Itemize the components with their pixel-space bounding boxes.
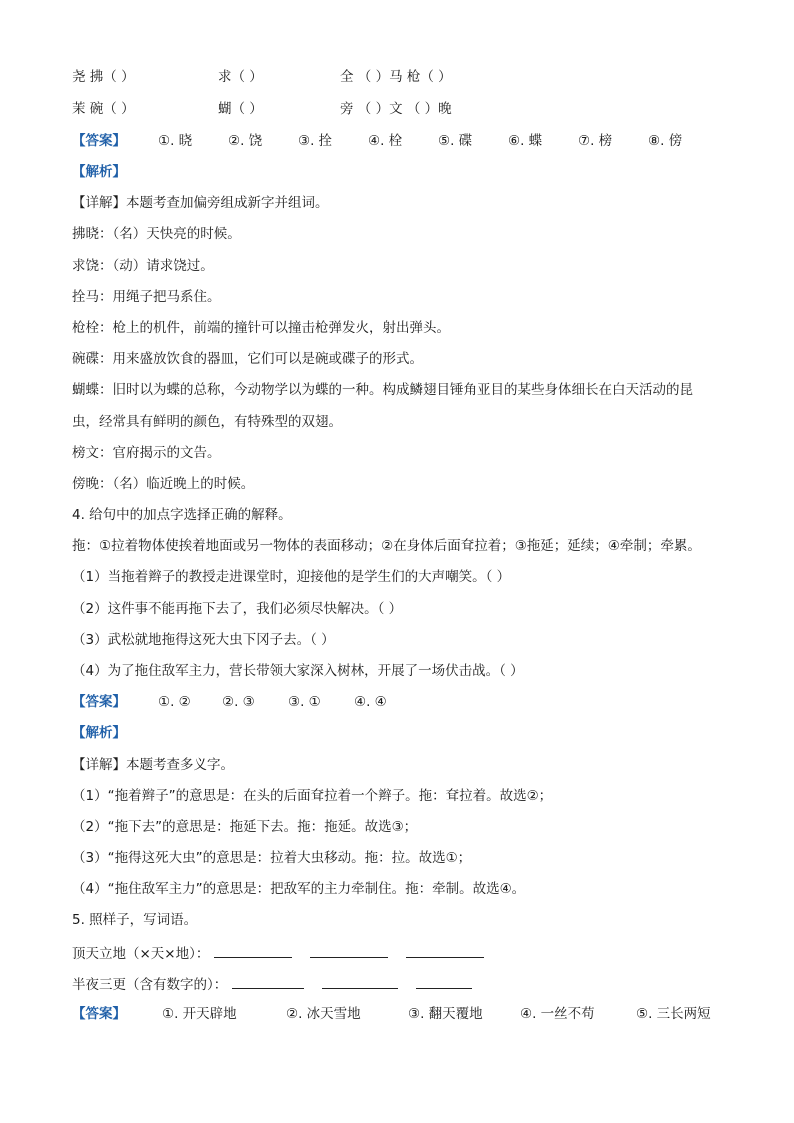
q4-detail: 【详解】本题考查多义字。 xyxy=(72,757,234,773)
q5-answer-4: ④. 一丝不苟 xyxy=(520,1006,595,1022)
q4-definition: 拖：①拉着物体使挨着地面或另一物体的表面移动；②在身体后面耷拉着；③拖延；延续；④牵制；牵累。 xyxy=(72,538,701,554)
q3-row2-part1: 茉 碗（ ） xyxy=(72,101,135,117)
q5-blank-3 xyxy=(406,943,484,958)
q3-line-4: 枪栓：枪上的机件，前端的撞针可以撞击枪弹发火，射出弹头。 xyxy=(72,320,450,336)
q5-answer-3: ③. 翻天覆地 xyxy=(408,1006,483,1022)
q3-line-6: 蝴蝶：旧时以为蝶的总称，今动物学以为蝶的一种。构成鳞翅目锤角亚目的某些身体细长在白天活动的昆 xyxy=(72,382,693,398)
q5-blank-5 xyxy=(322,974,398,989)
q3-analysis-label: 【解析】 xyxy=(72,164,126,180)
q3-row2-part2: 蝴（ ） xyxy=(218,101,263,117)
q5-line-2 xyxy=(72,974,472,994)
q4-title: 4. 给句中的加点字选择正确的解释。 xyxy=(72,507,292,523)
q3-answer-2: ②. 饶 xyxy=(228,133,263,149)
q5-title: 5. 照样子，写词语。 xyxy=(72,912,198,928)
q5-line-1 xyxy=(72,943,484,963)
q3-answer-1: ①. 晓 xyxy=(158,133,193,149)
answer-label: 【答案】 xyxy=(72,133,126,149)
q4-item-3: （3）武松就地拖得这死大虫下冈子去。（ ） xyxy=(72,632,335,648)
q3-row1-part2: 求（ ） xyxy=(218,69,263,85)
q3-answer-4: ④. 栓 xyxy=(368,133,403,149)
q3-line-7: 虫，经常具有鲜明的颜色，有特殊型的双翅。 xyxy=(72,414,342,430)
q4-item-4: （4）为了拖住敌军主力，营长带领大家深入树林，开展了一场伏击战。（ ） xyxy=(72,663,524,679)
q3-answer-6: ⑥. 蝶 xyxy=(508,133,543,149)
q3-answer-5: ⑤. 碟 xyxy=(438,133,473,149)
answer-label: 【答案】 xyxy=(72,694,126,710)
q5-line2-label: 半夜三更（含有数字的）： xyxy=(72,977,228,993)
q3-answer-row xyxy=(72,132,683,150)
q5-answer-row xyxy=(72,1005,711,1023)
q4-item-2: （2）这件事不能再拖下去了，我们必须尽快解决。（ ） xyxy=(72,601,403,617)
q4-answer-4: ④. ④ xyxy=(354,694,387,710)
q3-row1-part3: 全 （ ）马 枪（ ） xyxy=(340,69,452,85)
q5-blank-4 xyxy=(232,974,304,989)
q4-line-2: （2）“拖下去”的意思是：拖延下去。拖：拖延。故选③； xyxy=(72,819,418,835)
q5-answer-1: ①. 开天辟地 xyxy=(162,1006,237,1022)
q3-row2-part3: 旁 （ ）文 （ ）晚 xyxy=(340,101,452,117)
q3-line-1: 拂晓：（名）天快亮的时候。 xyxy=(72,226,241,242)
q3-row1-part1: 尧 拂（ ） xyxy=(72,69,135,85)
q4-line-1: （1）“拖着辫子”的意思是：在头的后面耷拉着一个辫子。拖：耷拉着。故选②； xyxy=(72,788,553,804)
q4-analysis-label: 【解析】 xyxy=(72,725,126,741)
q3-detail: 【详解】本题考查加偏旁组成新字并组词。 xyxy=(72,195,329,211)
q3-answer-3: ③. 拴 xyxy=(298,133,333,149)
q4-line-3: （3）“拖得这死大虫”的意思是：拉着大虫移动。拖：拉。故选①； xyxy=(72,850,472,866)
q3-answer-8: ⑧. 傍 xyxy=(648,133,683,149)
q4-answer-2: ②. ③ xyxy=(222,694,255,710)
q3-answer-7: ⑦. 榜 xyxy=(578,133,613,149)
q5-blank-2 xyxy=(310,943,388,958)
q3-line-9: 傍晚：（名）临近晚上的时候。 xyxy=(72,476,255,492)
q5-answer-5: ⑤. 三长两短 xyxy=(636,1006,711,1022)
q4-answer-row xyxy=(72,693,387,711)
q5-blank-6 xyxy=(416,974,472,989)
q4-answer-3: ③. ① xyxy=(288,694,321,710)
q4-line-4: （4）“拖住敌军主力”的意思是：把敌军的主力牵制住。拖：牵制。故选④。 xyxy=(72,881,526,897)
q3-line-5: 碗碟：用来盛放饮食的器皿，它们可以是碗或碟子的形式。 xyxy=(72,351,423,367)
answer-label: 【答案】 xyxy=(72,1006,126,1022)
q5-line1-label: 顶天立地（×天×地）： xyxy=(72,946,210,962)
q3-line-2: 求饶：（动）请求饶过。 xyxy=(72,258,214,274)
q5-answer-2: ②. 冰天雪地 xyxy=(286,1006,361,1022)
q4-item-1: （1）当拖着辫子的教授走进课堂时，迎接他的是学生们的大声嘲笑。（ ） xyxy=(72,569,511,585)
q4-answer-1: ①. ② xyxy=(158,694,191,710)
q3-line-3: 拴马：用绳子把马系住。 xyxy=(72,289,221,305)
q5-blank-1 xyxy=(214,943,292,958)
q3-line-8: 榜文：官府揭示的文告。 xyxy=(72,445,221,461)
